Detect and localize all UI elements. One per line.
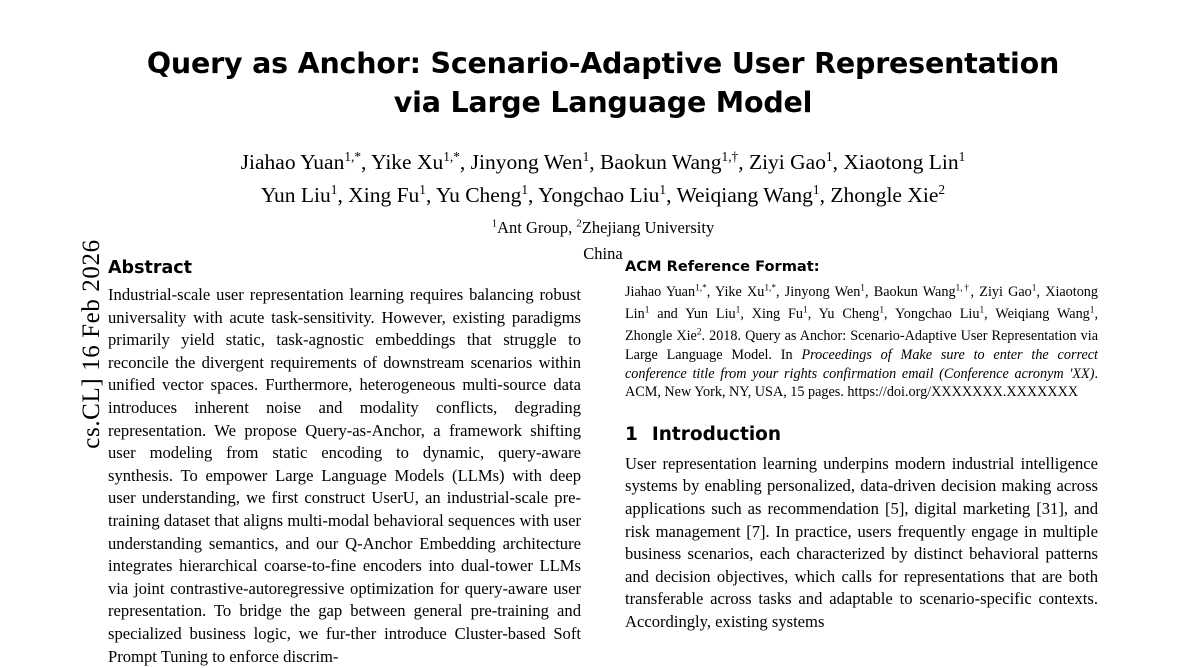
right-column (625, 258, 1098, 668)
author-line-1: Jiahao Yuan$^{1,*}$, Yike $Xu^{1,*}$, Jinyong Wen$^1$, Baokun Wang$^{1,\dagger}$, Ziyi Gao$^1$, Xiaotong Lin$^1$ (240, 149, 966, 175)
abstract-text: Industrial-scale user representation learning requires balancing robust universality with acute task-sensitivity. However, existing paradigms primarily yield static, task-agnostic embeddings that struggle to reconcile the divergent requirements of downstream scenarios within unified vector spaces. Furthermore, heterogeneous multi-source data introduces inherent noise and modality conflicts, degrading representation. We propose Query-as-Anchor, a framework shifting user modeling from static encoding to dynamic, query-aware synthesis. To empower Large Language Models (LLMs) with deep user understanding, we first construct UserU, an industrial-scale pre-training dataset that aligns multi-modal behavioral sequences with user understanding semantics, and our Q-Anchor Embedding architecture integrates hierarchical coarse-to-fine encoders into dual-tower LLMs via joint contrastive-autoregressive optimization for query-aware user representation. To bridge the gap between general pre-training and specialized business logic, we fur-ther introduce Cluster-based Soft Prompt Tuning to enforce discrim- (108, 285, 581, 666)
introduction-heading (625, 424, 1098, 445)
country-line: China (583, 243, 623, 263)
introduction-number: 1 (625, 423, 638, 445)
author-list (108, 143, 1098, 209)
author-line-2: Yun Liu$^1$, Xing Fu$^1$, Yu Cheng$^1$, Yongchao Liu$^1$, Weiqiang Wang$^1$, Zhongle Xie$^2$ (260, 182, 946, 208)
affiliation-line: $^1$Ant Group, $^2$Zhejiang University (491, 217, 715, 237)
two-column-body (108, 258, 1098, 668)
left-column (108, 258, 581, 668)
introduction-text: User representation learning underpins modern industrial intelligence systems by enabling personalized, data-driven decision making across applications such as recommendation [5], digital marketing [31], and risk management [7]. In practice, users frequently engage in multiple business scenarios, each characterized by distinct behavioral patterns and decision objectives, which calls for representations that are both transferable across tasks and adaptable to scenario-specific contexts. Accordingly, existing systems (625, 453, 1098, 631)
introduction-title: Introduction (651, 423, 782, 445)
page-title: Query as Anchor: Scenario-Adaptive User Representation via Large Language Model (146, 47, 1060, 119)
acm-reference-italic: Proceedings of Make sure to enter the correct conference title from your rights confirmation email (Conference acronym 'XX) (625, 346, 1098, 382)
arxiv-identifier-stamp: cs.CL] 16 Feb 2026 (78, 239, 105, 449)
acm-reference-heading: ACM Reference Format: (625, 258, 820, 275)
abstract-heading: Abstract (108, 258, 193, 278)
paper-header (108, 44, 1098, 265)
acm-reference-text: Jiahao Yuan$^{1,*}$, Yike $Xu^{1,*}$, Jinyong Wen$^1$, Baokun Wang$^{1,\dagger}$, Ziyi Gao$^1$, Xiaotong Lin$^1$ and Yun Liu$^1$, Xing Fu$^1$, Yu Cheng$^1$, Yongchao Liu$^1$, Weiqiang Wang$^1$, Zhongle Xie$^2$. 2018. Query as Anchor: Scenario-Adaptive User Representation via Large Language Model. In Proceedings of Make sure to enter the correct conference title from your rights confirmation email (Conference acronym 'XX). ACM, New York, NY, USA, 15 pages. https://doi.org/XXXXXXX.XXXXXXX (625, 283, 1098, 401)
acm-reference-tail: . ACM, New York, NY, USA, 15 pages. https://doi.org/XXXXXXX.XXXXXXX (625, 365, 1098, 401)
